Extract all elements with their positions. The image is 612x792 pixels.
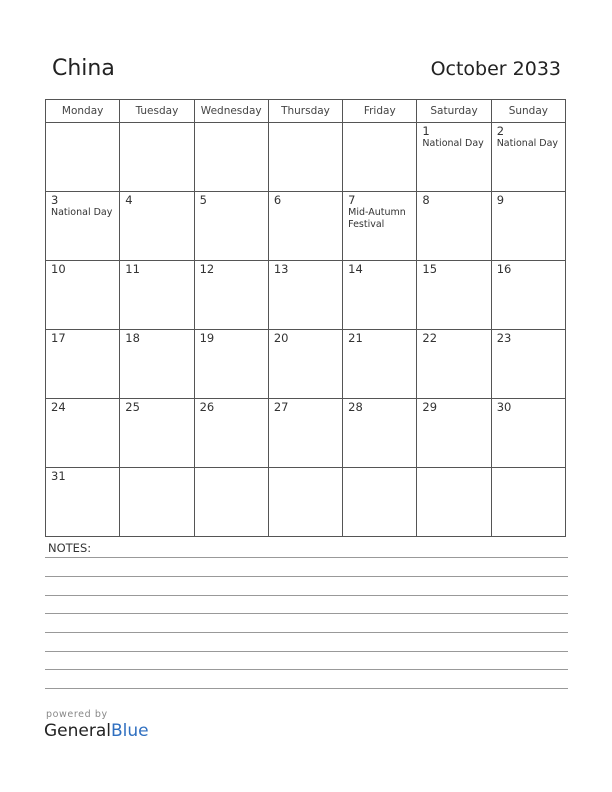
day-number: 8 <box>422 193 430 207</box>
notes-line <box>45 557 568 558</box>
day-number: 19 <box>199 331 215 345</box>
day-number: 17 <box>51 331 66 345</box>
day-cell <box>120 330 194 399</box>
powered-by-text: powered by <box>46 709 108 720</box>
day-cell <box>120 261 194 330</box>
day-cell <box>343 399 417 468</box>
day-number: 10 <box>51 262 66 276</box>
day-cell <box>120 123 194 192</box>
day-number: 25 <box>125 400 140 414</box>
weekday-thursday: Thursday <box>268 100 342 123</box>
day-cell <box>46 468 120 537</box>
brand-general: General <box>44 721 111 741</box>
notes-line <box>45 595 568 596</box>
month-year-title: October 2033 <box>430 58 561 80</box>
notes-line <box>45 669 568 670</box>
notes-line <box>45 688 568 689</box>
weekday-saturday: Saturday <box>417 100 491 123</box>
day-cell <box>491 123 565 192</box>
day-cell <box>268 330 342 399</box>
day-cell <box>194 330 268 399</box>
week-row <box>46 123 566 192</box>
day-cell <box>46 261 120 330</box>
day-number: 20 <box>273 331 289 345</box>
day-number: 12 <box>199 262 215 276</box>
day-number: 28 <box>348 400 363 414</box>
day-number: 11 <box>125 262 140 276</box>
day-cell <box>194 261 268 330</box>
day-number: 6 <box>273 193 282 207</box>
day-cell <box>491 330 565 399</box>
brand-logo[interactable] <box>44 721 149 741</box>
day-cell <box>194 468 268 537</box>
brand-blue: Blue <box>111 721 149 741</box>
day-cell <box>46 192 120 261</box>
notes-line <box>45 632 568 633</box>
day-cell <box>268 123 342 192</box>
week-row <box>46 468 566 537</box>
day-cell <box>417 468 491 537</box>
day-number: 15 <box>422 262 438 276</box>
weekday-wednesday: Wednesday <box>194 100 268 123</box>
day-cell <box>343 123 417 192</box>
day-cell <box>417 192 491 261</box>
day-cell <box>417 330 491 399</box>
day-number: 18 <box>125 331 140 345</box>
day-cell <box>417 399 491 468</box>
day-number: 22 <box>422 331 438 345</box>
day-cell <box>120 468 194 537</box>
weekday-tuesday: Tuesday <box>120 100 194 123</box>
day-cell <box>120 399 194 468</box>
day-number: 27 <box>273 400 289 414</box>
day-number: 16 <box>496 262 512 276</box>
day-cell <box>343 192 417 261</box>
day-cell <box>343 330 417 399</box>
day-number: 24 <box>51 400 66 414</box>
country-title: China <box>52 56 115 81</box>
week-row <box>46 399 566 468</box>
day-number: 7 <box>348 193 356 207</box>
day-number: 5 <box>199 193 207 207</box>
holiday-label: Mid-Autumn Festival <box>348 207 406 230</box>
day-cell <box>268 192 342 261</box>
notes-line <box>45 651 568 652</box>
weekday-friday: Friday <box>343 100 417 123</box>
day-cell <box>194 399 268 468</box>
day-number: 31 <box>51 469 66 483</box>
holiday-label: National Day <box>51 207 113 218</box>
day-number: 9 <box>496 193 505 207</box>
day-cell <box>194 123 268 192</box>
day-number: 30 <box>496 400 512 414</box>
week-row <box>46 261 566 330</box>
week-row <box>46 192 566 261</box>
day-number: 13 <box>273 262 289 276</box>
day-cell <box>268 468 342 537</box>
day-cell <box>491 399 565 468</box>
day-number: 1 <box>422 124 430 138</box>
notes-line <box>45 613 568 614</box>
calendar-grid <box>45 99 566 537</box>
day-cell <box>491 261 565 330</box>
day-number: 2 <box>496 124 505 138</box>
day-number: 14 <box>348 262 363 276</box>
day-cell <box>194 192 268 261</box>
day-number: 23 <box>496 331 512 345</box>
day-cell <box>46 330 120 399</box>
notes-line <box>45 576 568 577</box>
calendar-body <box>46 123 566 537</box>
day-cell <box>417 261 491 330</box>
notes-label: NOTES: <box>48 541 92 555</box>
weekday-monday: Monday <box>46 100 120 123</box>
week-row <box>46 330 566 399</box>
day-cell <box>46 399 120 468</box>
day-cell <box>343 261 417 330</box>
day-number: 3 <box>51 193 59 207</box>
day-number: 26 <box>199 400 215 414</box>
weekday-header-row <box>46 100 566 123</box>
day-cell <box>417 123 491 192</box>
weekday-sunday: Sunday <box>491 100 565 123</box>
day-cell <box>120 192 194 261</box>
day-number: 4 <box>125 193 133 207</box>
day-number: 21 <box>348 331 363 345</box>
day-number: 29 <box>422 400 438 414</box>
day-cell <box>343 468 417 537</box>
day-cell <box>491 192 565 261</box>
holiday-label: National Day <box>422 138 484 149</box>
day-cell <box>46 123 120 192</box>
day-cell <box>268 399 342 468</box>
day-cell <box>491 468 565 537</box>
day-cell <box>268 261 342 330</box>
holiday-label: National Day <box>496 138 559 149</box>
